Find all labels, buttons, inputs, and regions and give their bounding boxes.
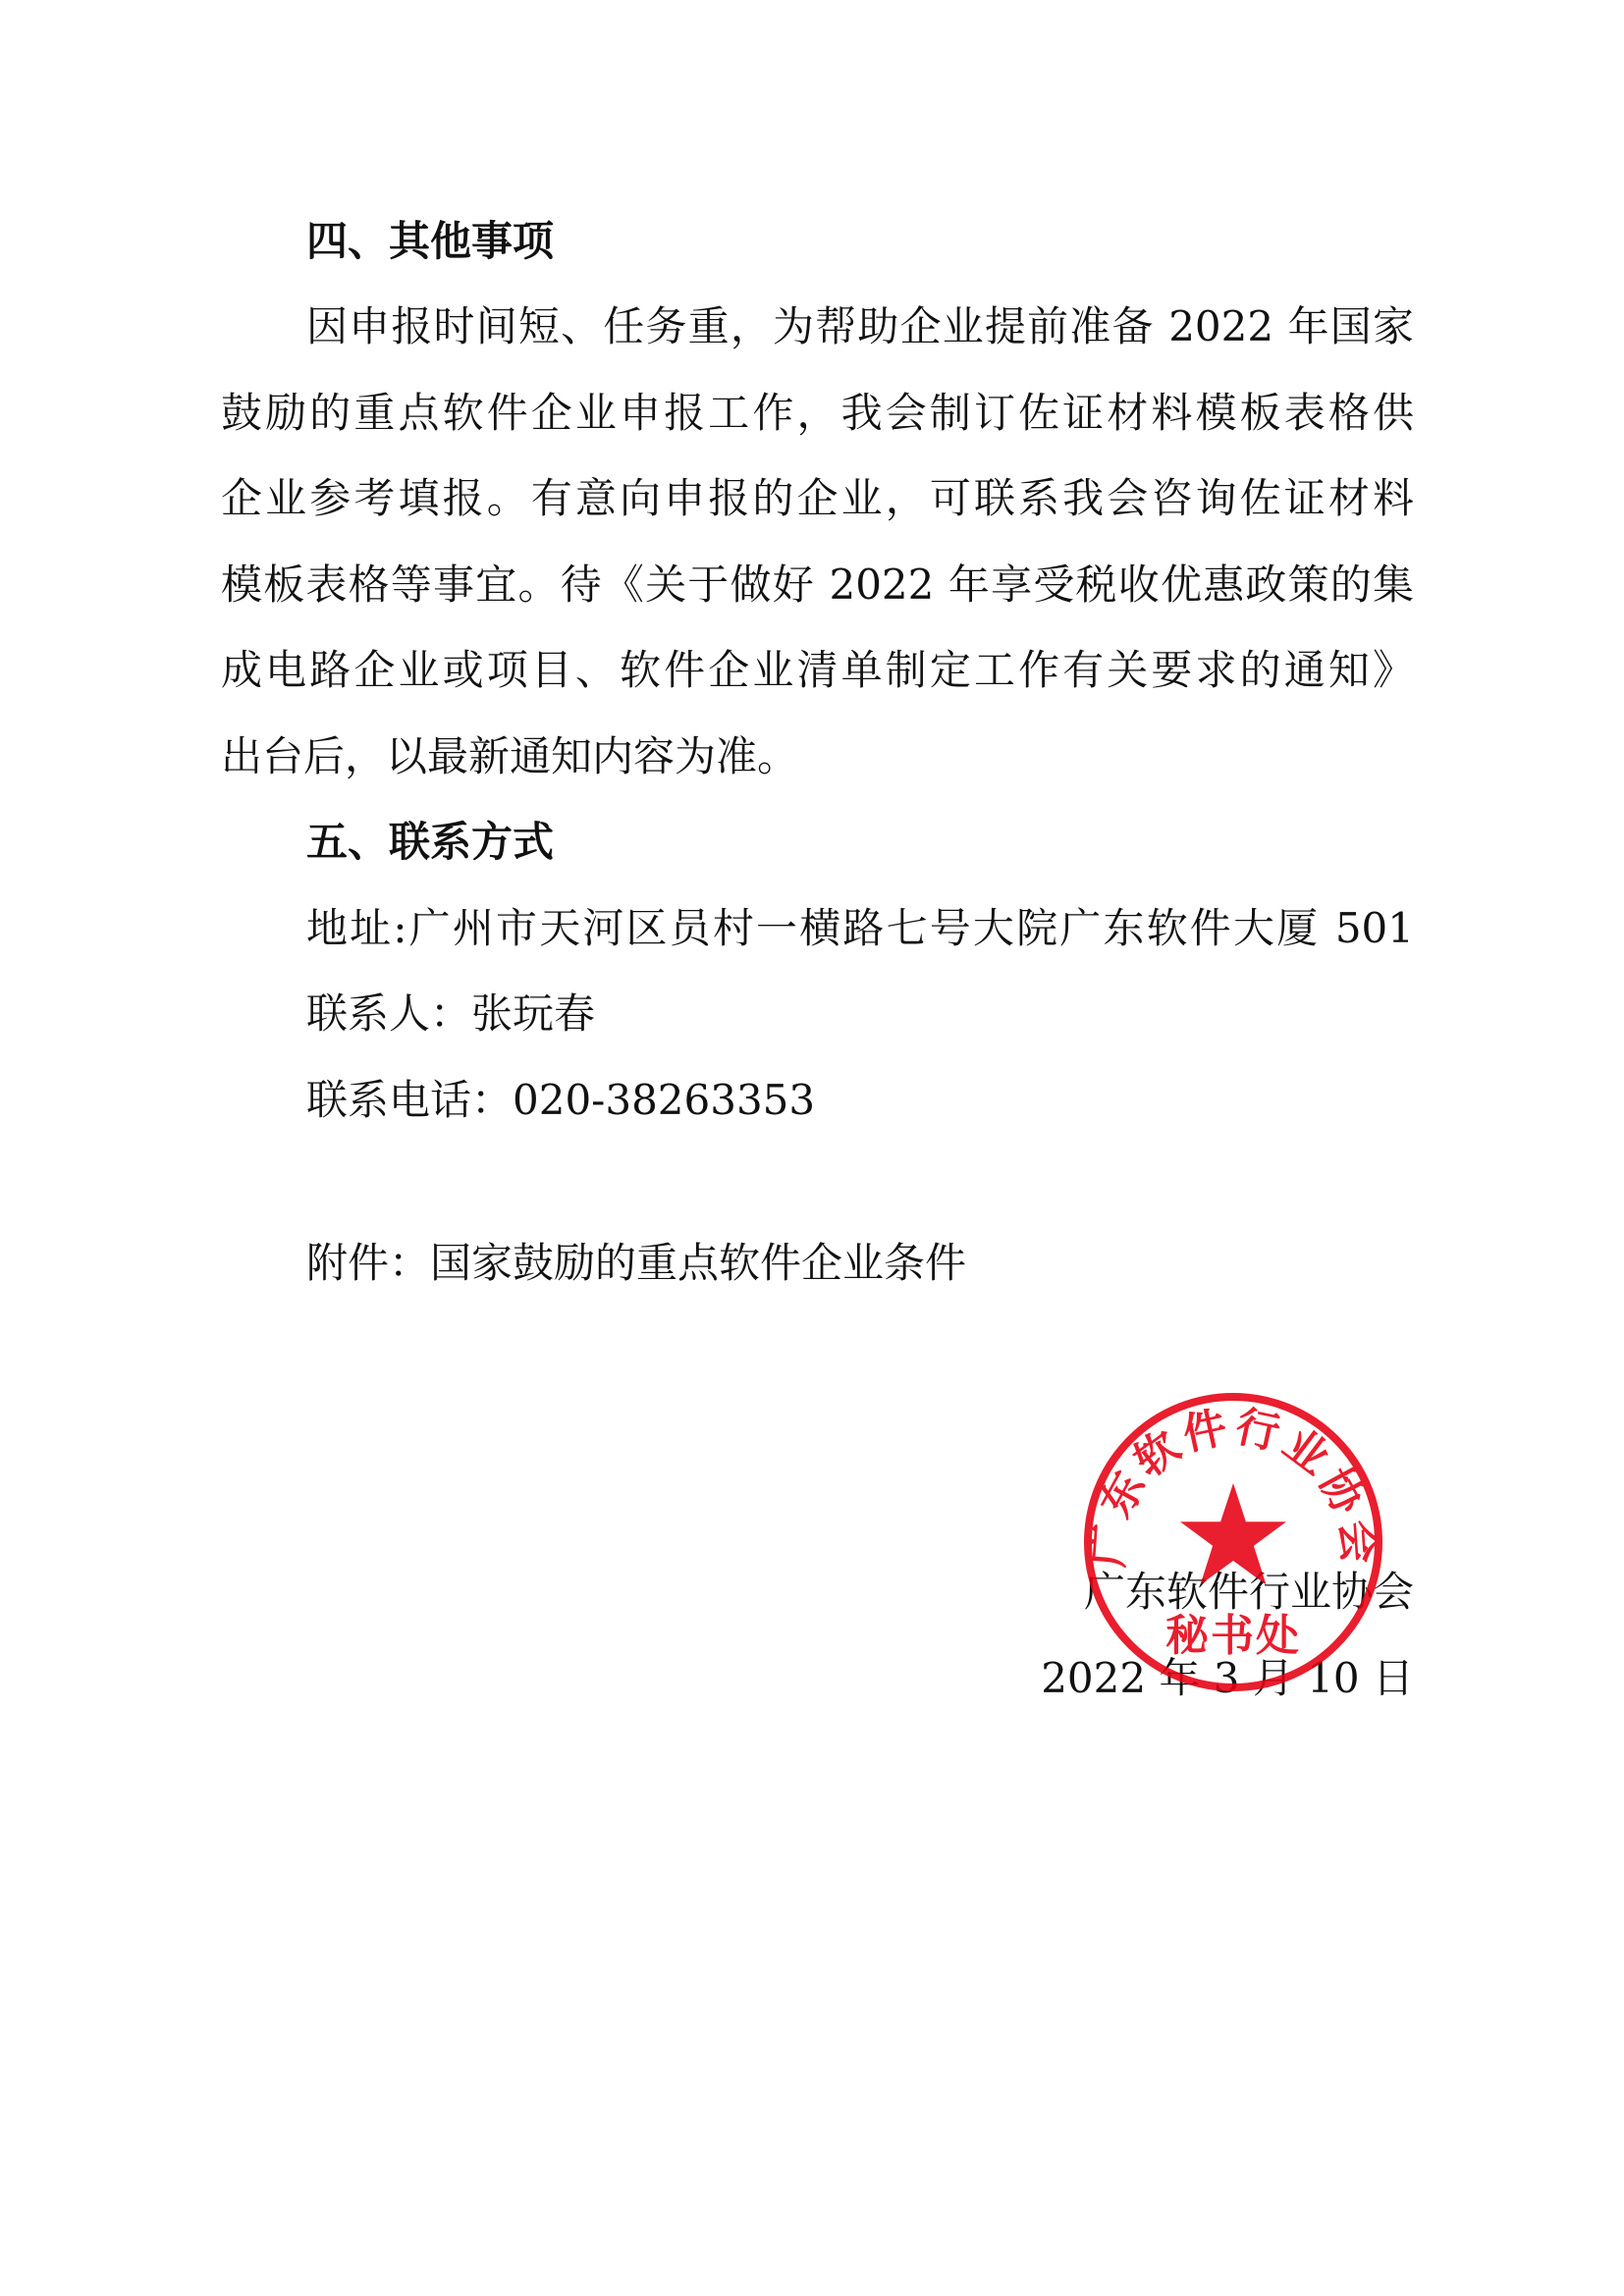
contact-phone: 联系电话：020-38263353 bbox=[306, 1076, 816, 1124]
section-4-line-1: 因申报时间短、任务重，为帮助企业提前准备 2022 年国家 bbox=[306, 302, 1414, 350]
contact-person: 联系人：张玩春 bbox=[306, 989, 596, 1038]
seal-star-icon bbox=[1180, 1483, 1286, 1584]
attachment-note: 附件：国家鼓励的重点软件企业条件 bbox=[306, 1239, 967, 1287]
section-4-line-4: 模板表格等事宜。待《关于做好 2022 年享受税收优惠政策的集 bbox=[221, 561, 1414, 609]
section-4-line-2: 鼓励的重点软件企业申报工作，我会制订佐证材料模板表格供 bbox=[221, 389, 1414, 437]
section-4-line-6: 出台后，以最新通知内容为准。 bbox=[221, 732, 799, 780]
section-4-line-5: 成电路企业或项目、软件企业清单制定工作有关要求的通知》 bbox=[221, 646, 1414, 694]
section-5-heading: 五、联系方式 bbox=[306, 818, 555, 866]
seal-bottom-text: 秘书处 bbox=[1165, 1611, 1301, 1661]
section-4-heading: 四、其他事项 bbox=[306, 217, 555, 265]
section-4-line-3: 企业参考填报。有意向申报的企业，可联系我会咨询佐证材料 bbox=[221, 474, 1414, 522]
official-seal bbox=[1080, 1389, 1386, 1695]
contact-address: 地址:广州市天河区员村一横路七号大院广东软件大厦 501 bbox=[306, 904, 1414, 952]
signature-organization: 广东软件行业协会 bbox=[1083, 1568, 1414, 1616]
seal-top-text: 广东软件行业协会 bbox=[1082, 1401, 1384, 1570]
signature-date: 2022 年 3 月 10 日 bbox=[1041, 1654, 1414, 1702]
